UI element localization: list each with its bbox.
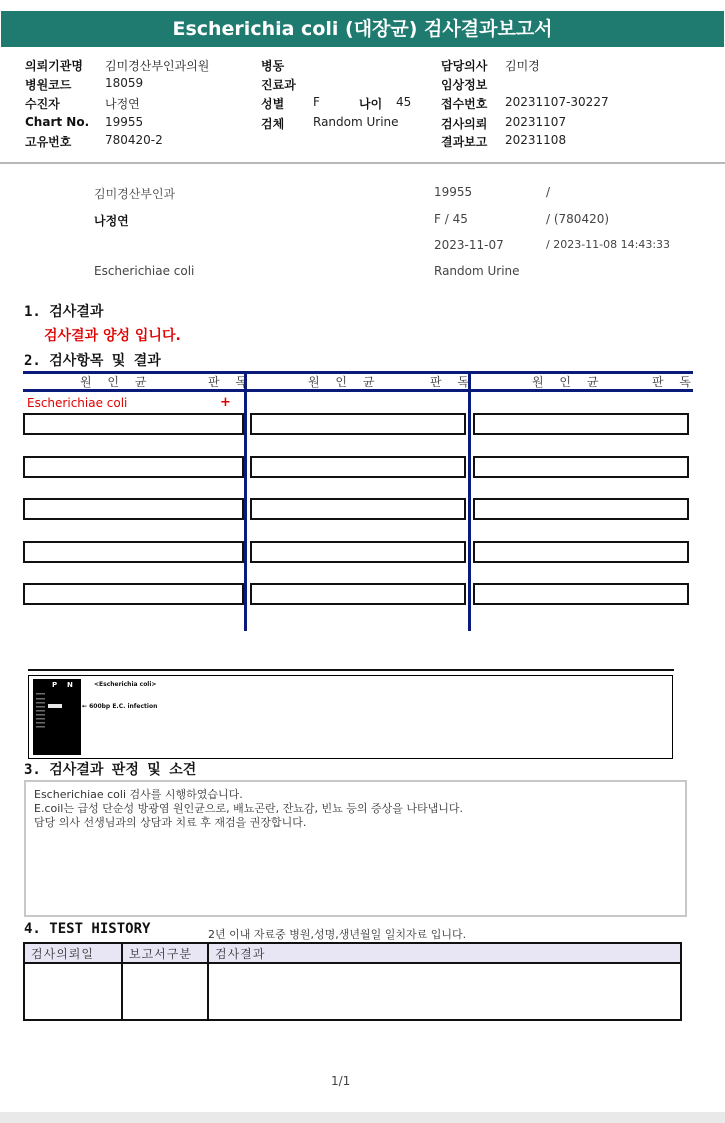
info-id-short: / (780420) [546,212,610,226]
result-entry-box [23,413,244,435]
history-col-request-date: 검사의뢰일 [24,943,122,963]
col-head-judgement: 판 독 [208,375,253,389]
result-entry-box [473,583,689,605]
result-entry-box [23,456,244,478]
info-clinic: 김미경산부인과 [94,187,176,201]
header-value-patient: 나정연 [105,97,140,111]
info-sex-age: F / 45 [434,212,468,226]
info-specimen: Random Urine [434,264,520,278]
history-cell [122,963,208,1020]
result-entry-box [23,541,244,563]
result-entry-box [473,456,689,478]
header-label: 고유번호 [25,135,72,149]
header-report-value: 20231108 [505,133,567,147]
header-receipt-value: 20231107-30227 [505,95,609,109]
header-dept-label: 진료과 [261,78,296,92]
history-empty-row [24,963,681,1020]
col-head-organism: 원 인 균 [308,375,381,389]
gel-caption: <Escherichia coli> [94,681,157,688]
header-row-clinic [25,57,83,74]
info-chart-no: 19955 [434,185,473,199]
opinion-box [24,780,687,917]
result-organism: Escherichiae coli [27,396,128,410]
header-age-label: 나이 [359,97,383,111]
opinion-line: 담당 의사 선생님과의 상담과 치료 후 재검을 권장합니다. [34,816,307,829]
history-cell [208,963,681,1020]
header-ward-label: 병동 [261,59,285,73]
gel-top-rule [28,669,674,671]
header-row-chart [25,115,89,129]
header-label: 수진자 [25,97,60,111]
header-doctor-value: 김미경 [505,59,540,73]
history-table [23,942,682,1021]
result-entry-box [250,541,466,563]
gel-band-label: ← 600bp E.C. infection [82,703,158,710]
info-report-datetime: / 2023-11-08 14:43:33 [546,238,671,251]
gel-lane-p: P [52,681,58,689]
history-col-report-type: 보고서구분 [122,943,208,963]
header-receipt-label: 접수번호 [441,97,488,111]
header-sex-value: F [313,95,320,109]
col-head-organism: 원 인 균 [532,375,605,389]
opinion-line: Escherichiae coli 검사를 시행하였습니다. [34,788,243,801]
result-entry-box [250,413,466,435]
result-entry-box [23,583,244,605]
history-header-row [24,943,681,963]
opinion-line: E.coil는 급성 단순성 방광염 원인균으로, 배뇨곤란, 잔뇨감, 빈뇨 등의 증상을 나타냅니다. [34,802,463,815]
header-value-hospital-code: 18059 [105,76,144,90]
section-1-title: 1. 검사결과 [24,304,104,320]
section-2-title: 2. 검사항목 및 결과 [24,353,161,369]
header-age-value: 45 [396,95,412,109]
header-request-label: 검사의뢰 [441,117,488,131]
header-value-unique-no: 780420-2 [105,133,163,147]
header-row-unique-no [25,133,71,150]
result-entry-box [250,583,466,605]
header-doctor-label: 담당의사 [441,59,488,73]
report-title: Escherichia coli (대장균) 검사결과보고서 [1,10,724,47]
result-entry-box [473,498,689,520]
header-divider [0,162,725,164]
section-4-title: 4. TEST HISTORY [24,921,151,937]
info-test-name: Escherichiae coli [94,264,195,278]
gel-lane-n: N [67,681,73,689]
header-row-patient [25,95,60,112]
header-value-chart: 19955 [105,115,144,129]
col-head-organism: 원 인 균 [80,375,153,389]
info-slash: / [546,185,551,199]
header-sex-label: 성별 [261,97,285,111]
result-entry-box [250,498,466,520]
section-3-title: 3. 검사결과 판정 및 소견 [24,762,197,778]
header-specimen-label: 검체 [261,117,285,131]
header-report-label: 결과보고 [441,135,488,149]
header-specimen-value: Random Urine [313,115,399,129]
result-entry-box [473,413,689,435]
info-patient-name: 나정연 [94,214,129,228]
result-entry-box [250,456,466,478]
header-row-hospital-code [25,76,71,93]
result-entry-box [23,498,244,520]
history-note: 2년 이내 자료중 병원,성명,생년월일 일치자료 입니다. [208,928,467,941]
page-number: 1/1 [331,1074,351,1088]
header-label: 병원코드 [25,78,72,92]
header-label: Chart No. [25,115,90,129]
header-request-value: 20231107 [505,115,567,129]
col-head-judgement: 판 독 [652,375,697,389]
result-judgement: + [220,395,231,410]
info-request-date: 2023-11-07 [434,238,504,252]
header-value-clinic: 김미경산부인과의원 [105,59,210,73]
header-label: 의뢰기관명 [25,59,83,73]
header-clinical-label: 임상정보 [441,78,488,92]
result-table-divider [244,371,247,631]
gel-electrophoresis-image [33,679,81,755]
result-table-divider [468,371,471,631]
history-col-result: 검사결과 [208,943,681,963]
positive-result-text: 검사결과 양성 입니다. [44,328,181,344]
result-entry-box [473,541,689,563]
history-cell [24,963,122,1020]
gel-image-graphic [33,679,81,755]
col-head-judgement: 판 독 [430,375,475,389]
